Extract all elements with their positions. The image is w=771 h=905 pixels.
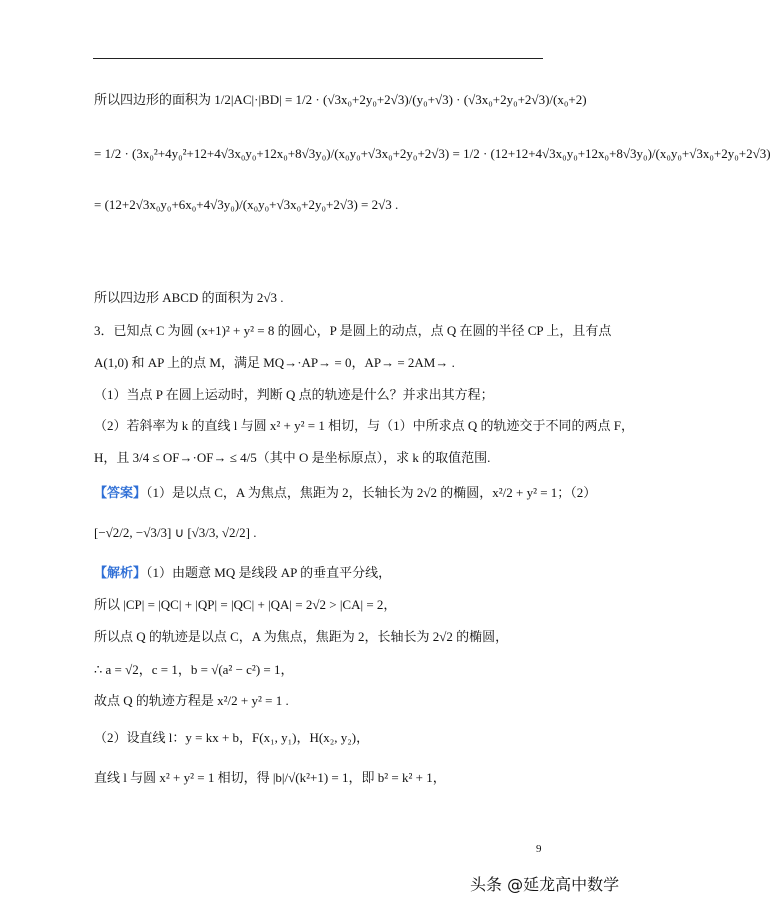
text-line-l10a <box>94 485 596 501</box>
header-rule <box>93 58 543 59</box>
line-text: （1）是以点 C，A 为焦点，焦距为 2，长轴长为 2√2 的椭圆，x²/2 + y² = 1；（2） <box>146 485 597 500</box>
line-text: 故点 Q 的轨迹方程是 x²/2 + y² = 1 . <box>94 693 289 708</box>
line-text: 所以四边形 ABCD 的面积为 2√3 . <box>94 290 284 305</box>
line-text: H，且 3/4 ≤ OF→·OF→ ≤ 4/5（其中 O 是坐标原点），求 k 的取值范围. <box>94 450 491 465</box>
line-text: （2）设直线 l：y = kx + b，F(x₁, y₁)，H(x₂, y₂)， <box>94 730 370 745</box>
line-text: 3．已知点 C 为圆 (x+1)² + y² = 8 的圆心，P 是圆上的动点，点 Q 在圆的半径 CP 上，且有点 <box>94 323 612 338</box>
text-line-l15 <box>94 662 293 678</box>
text-line-l13 <box>94 597 396 613</box>
line-text: 直线 l 与圆 x² + y² = 1 相切，得 |b|/√(k²+1) = 1，即 b² = k² + 1， <box>94 770 446 785</box>
line-text: [−√2/2, −√3/3] ∪ [√3/3, √2/2] . <box>94 525 257 540</box>
line-text: （2）若斜率为 k 的直线 l 与圆 x² + y² = 1 相切，与（1）中所求点 Q 的轨迹交于不同的两点 F， <box>94 418 634 433</box>
line-text: 所以点 Q 的轨迹是以点 C，A 为焦点，焦距为 2，长轴长为 2√2 的椭圆， <box>94 629 509 644</box>
line-text: = 1/2 · (3x₀²+4y₀²+12+4√3x₀y₀+12x₀+8√3y₀)/(x₀y₀+√3x₀+2y₀+2√3) = 1/2 · (12+12+4√3x₀y₀+12x₀+8√3y₀)/(x₀y₀+√3x₀+2y₀+2√3) <box>94 146 771 161</box>
line-text: 所以四边形的面积为 1/2|AC|·|BD| = 1/2 · (√3x₀+2y₀+2√3)/(y₀+√3) · (√3x₀+2y₀+2√3)/(x₀+2) <box>94 92 587 107</box>
section-tag: 【解析】 <box>94 565 147 580</box>
text-line-l5 <box>94 323 611 339</box>
text-line-l4 <box>94 290 284 306</box>
text-line-l17 <box>94 730 369 746</box>
text-line-l18 <box>94 770 446 786</box>
text-line-l1 <box>94 92 587 108</box>
line-text: 所以 |CP| = |QC| + |QP| = |QC| + |QA| = 2√2 > |CA| = 2， <box>94 597 397 612</box>
section-tag: 【答案】 <box>94 485 147 500</box>
text-line-l16 <box>94 693 289 709</box>
text-line-l9 <box>94 450 490 466</box>
text-line-l7 <box>94 387 494 403</box>
text-line-l11 <box>94 525 256 541</box>
text-line-l2 <box>94 146 771 162</box>
watermark-text: 头条 @延龙高中数学 <box>470 875 620 894</box>
text-line-l3 <box>94 197 398 213</box>
text-line-l14 <box>94 629 508 645</box>
line-text: = (12+2√3x₀y₀+6x₀+4√3y₀)/(x₀y₀+√3x₀+2y₀+2√3) = 2√3 . <box>94 197 399 212</box>
text-line-l12a <box>94 565 391 581</box>
line-text: ∴ a = √2，c = 1，b = √(a² − c²) = 1， <box>94 662 294 677</box>
text-line-l8 <box>94 418 634 434</box>
line-text: A(1,0) 和 AP 上的点 M，满足 MQ→·AP→ = 0，AP→ = 2AM→ . <box>94 355 455 370</box>
line-text: （1）当点 P 在圆上运动时，判断 Q 点的轨迹是什么？并求出其方程； <box>94 387 494 402</box>
line-text: （1）由题意 MQ 是线段 AP 的垂直平分线， <box>146 565 392 580</box>
text-line-l6 <box>94 355 455 371</box>
page-number: 9 <box>536 843 542 855</box>
